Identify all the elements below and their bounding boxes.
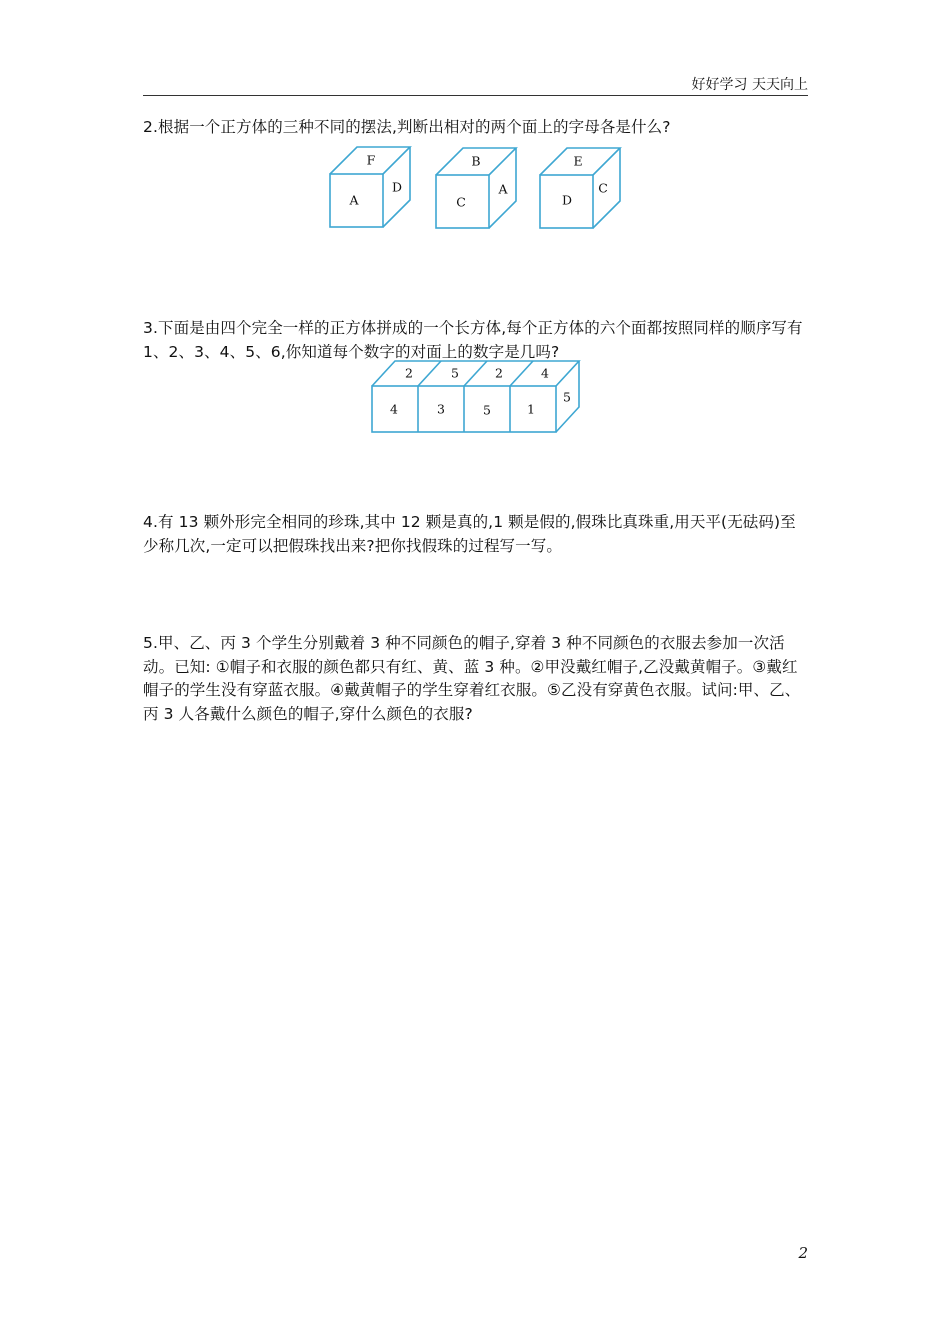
prism-top-label-1: 2 bbox=[405, 365, 413, 381]
question-3: 3.下面是由四个完全一样的正方体拼成的一个长方体,每个正方体的六个面都按照同样的顺序写有 1、2、3、4、5、6,你知道每个数字的对面上的数字是几吗? bbox=[143, 319, 803, 361]
prism-top-label-3: 2 bbox=[495, 365, 503, 381]
question-4: 4.有 13 颗外形完全相同的珍珠,其中 12 颗是真的,1 颗是假的,假珠比真珠重,用天平(无砝码)至少称几次,一定可以把假珠找出来?把你找假珠的过程写一写。 bbox=[143, 513, 796, 555]
prism-front-label-1: 4 bbox=[390, 401, 398, 417]
cube-2 bbox=[436, 148, 516, 228]
cube-3 bbox=[540, 148, 620, 228]
question-2: 2.根据一个正方体的三种不同的摆法,判断出相对的两个面上的字母各是什么? bbox=[143, 118, 671, 136]
cube-2-side-label: A bbox=[498, 181, 508, 197]
cube-3-front-label: D bbox=[561, 192, 573, 208]
prism-front-label-4: 1 bbox=[527, 401, 535, 417]
cube-2-top-label: B bbox=[471, 153, 481, 169]
prism-front-label-3: 5 bbox=[483, 402, 491, 418]
cube-3-side-label: C bbox=[598, 180, 608, 196]
cube-1 bbox=[330, 147, 410, 227]
prism-top-divider-1 bbox=[418, 361, 441, 386]
question-5: 5.甲、乙、丙 3 个学生分别戴着 3 种不同颜色的帽子,穿着 3 种不同颜色的衣服去参加一次活动。已知: ①帽子和衣服的颜色都只有红、黄、蓝 3 种。②甲没戴红帽子,乙没戴黄帽子。③戴红帽子的学生没有穿蓝衣服。④戴黄帽子的学生穿着红衣服。⑤乙没有穿黄色衣服。试问:甲、乙、丙 3 人各戴什么颜色的帽子,穿什么颜色的衣服? bbox=[143, 634, 801, 723]
cube-1-side-label: D bbox=[391, 179, 403, 195]
prism-top-label-4: 4 bbox=[541, 365, 549, 381]
prism-diagram bbox=[372, 361, 579, 432]
cube-1-front-label: A bbox=[349, 192, 359, 208]
prism-side-label: 5 bbox=[563, 389, 571, 405]
prism-top-label-2: 5 bbox=[451, 365, 459, 381]
page-header: 好好学习 天天向上 bbox=[691, 77, 808, 93]
prism-front-label-2: 3 bbox=[437, 401, 445, 417]
cube-1-top-label: F bbox=[366, 152, 376, 168]
cube-3-top-label: E bbox=[573, 153, 583, 169]
page-number: 2 bbox=[798, 1244, 808, 1262]
prism-top-divider-3 bbox=[510, 361, 533, 386]
cube-2-front-label: C bbox=[456, 194, 466, 210]
prism-top-divider-2 bbox=[464, 361, 487, 386]
